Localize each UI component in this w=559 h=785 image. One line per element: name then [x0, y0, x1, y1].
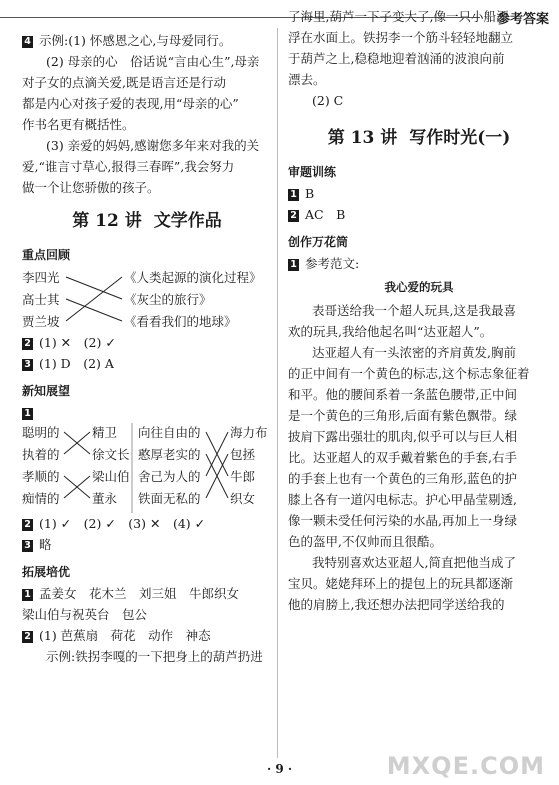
ext1-answer: 1 孟姜女 花木兰 刘三姐 牛郎织女: [22, 583, 272, 604]
essay-line: 色的盔甲,不仅帅而且很酷。: [288, 534, 442, 549]
match-left-item: 执着的: [22, 447, 60, 462]
section-new-knowledge: 新知展望: [22, 384, 71, 398]
lesson-13-heading: 第 13 讲 写作时光(一): [327, 128, 511, 148]
essay-line: 宝贝。姥姥拜环上的提包上的玩具都逐渐: [288, 576, 514, 591]
match-left-item: 憨厚老实的: [138, 447, 201, 462]
match-left-item: 李四光: [22, 270, 60, 285]
page-number: · 9 ·: [266, 762, 293, 776]
header-title: 参考答案: [496, 12, 549, 27]
essay-line: 是一个黄色的三角形,后面有紫色飘带。绿: [288, 408, 517, 423]
column-divider: [277, 28, 278, 758]
essay-line: 达亚超人有一头浓密的齐肩黄发,胸前: [312, 345, 516, 360]
match-right-item: 《灰尘的旅行》: [124, 292, 212, 307]
q4-part3-line: (3) 亲爱的妈妈,感谢您多年来对我的关: [46, 138, 260, 153]
q4-part2-line: 都是内心对孩子爱的表现,用“母亲的心”: [22, 96, 239, 111]
match-right-item: 《人类起源的演化过程》: [124, 270, 262, 285]
essay-line: 的手套上也有一个黄色的三角形,蓝色的护: [288, 471, 517, 486]
creation-answer-1: 1 参考范文:: [288, 253, 550, 274]
q2-answer: 2 (1) ✕ (2) ✓: [22, 332, 272, 353]
match-right-item: 精卫: [92, 425, 118, 440]
matching-exercise-legends: [22, 423, 272, 513]
essay-line: 欢的玩具,我给他起名叫“达亚超人”。: [288, 324, 493, 339]
match-right-item: 徐文长: [92, 447, 130, 462]
match-right-item: 牛郎: [230, 469, 256, 484]
ext1-answer-cont: 梁山伯与祝英台 包公: [22, 607, 148, 622]
match-right-item: 《看看我们的地球》: [124, 314, 237, 329]
match-left-item: 贾兰坡: [22, 314, 60, 329]
match-left-item: 高士其: [22, 292, 60, 307]
essay-line: 比。达亚超人的双手戴着紫色的手套,右手: [288, 450, 517, 465]
left-column: [22, 30, 272, 667]
q3-answer: 3 (1) D (2) A: [22, 353, 272, 374]
q2b-answer: 2 (1) ✓ (2) ✓ (3) ✕ (4) ✓: [22, 513, 272, 534]
section-creation: 创作万花筒: [288, 235, 349, 249]
match-left-item: 铁面无私的: [138, 491, 201, 506]
q4-part2-line: 作书名更有概括性。: [22, 117, 135, 132]
q4-part3-line: 做一个让您骄傲的孩子。: [22, 180, 160, 195]
q4-line: 4 示例:(1) 怀感恩之心,与母爱同行。: [22, 30, 272, 51]
match-left-item: 聪明的: [22, 425, 60, 440]
match-right-item: 梁山伯: [92, 469, 130, 484]
essay-line: 膝上各有一道闪电标志。护心甲晶莹剔透,: [288, 492, 517, 507]
ext2-answer: 2 (1) 芭蕉扇 荷花 动作 神态: [22, 625, 272, 646]
match-right-item: 董永: [92, 491, 118, 506]
audit-answer-1: 1 B: [288, 183, 550, 204]
continued-line: 了海里,葫芦一下子变大了,像一只小船漂: [288, 9, 509, 24]
match-left-item: 舍己为人的: [138, 469, 201, 484]
match-right-item: 海力布: [230, 425, 268, 440]
match-left-item: 孝顺的: [22, 469, 60, 484]
q4-part2-line: 对子女的点滴关爱,既是语言还是行动: [22, 75, 226, 90]
section-extension: 拓展培优: [22, 565, 71, 579]
matching-exercise-authors: [22, 266, 272, 332]
continued-line: 浮在水面上。铁拐李一个筋斗轻轻地翻立: [288, 30, 514, 45]
match-right-item: 包拯: [230, 447, 256, 462]
section-audit-training: 审题训练: [288, 165, 337, 179]
continued-line: 于葫芦之上,稳稳地迎着汹涌的波浪向前: [288, 51, 505, 66]
essay-line: 像一颗未受任何污染的水晶,再加上一身绿: [288, 513, 517, 528]
continued-line: 漂去。: [288, 72, 326, 87]
q4-part3-line: 爱,“谁言寸草心,报得三春晖”,我会努力: [22, 159, 235, 174]
lesson-12-heading: 第 12 讲 文学作品: [72, 211, 222, 231]
ext2-example: 示例:铁拐李嘎的一下把身上的葫芦扔进: [46, 649, 263, 664]
right-column: [288, 6, 550, 615]
match-right-item: 织女: [230, 491, 256, 506]
essay-line: 他的肩膀上,我还想办法把同学送给我的: [288, 597, 505, 612]
section-review: 重点回顾: [22, 248, 71, 262]
essay-line: 我特别喜欢达亚超人,简直把他当成了: [312, 555, 516, 570]
essay-line: 和平。他的腰间系着一条蓝色腰带,正中间: [288, 387, 517, 402]
watermark: MXQE.COM: [386, 752, 545, 780]
q3b-answer: 3 略: [22, 534, 272, 555]
q1-label: 1: [22, 402, 272, 423]
match-left-item: 向往自由的: [138, 425, 201, 440]
essay-line: 披肩下露出强壮的肌肉,似乎可以与巨人相: [288, 429, 517, 444]
question-number: 4: [22, 36, 33, 48]
answer-2: (2) C: [312, 93, 344, 108]
q4-part2-line: (2) 母亲的心 俗话说“言由心生”,母亲: [46, 54, 260, 69]
match-left-item: 痴情的: [22, 491, 60, 506]
essay-line: 的正中间有一个黄色的标志,这个标志象征着: [288, 366, 530, 381]
essay-title: 我心爱的玩具: [384, 280, 454, 294]
audit-answer-2: 2 AC B: [288, 204, 550, 225]
essay-line: 表哥送给我一个超人玩具,这是我最喜: [312, 303, 516, 318]
